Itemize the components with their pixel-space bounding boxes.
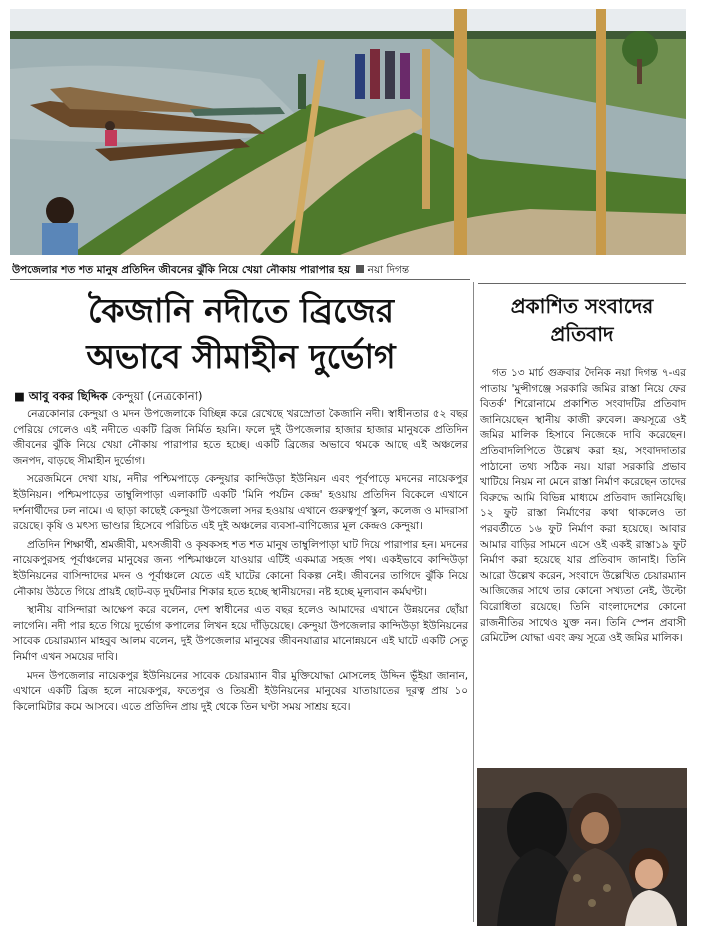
protest-photo	[477, 768, 687, 926]
sidebar-title-line-1: প্রকাশিত সংবাদের	[510, 294, 654, 318]
sidebar-rule	[478, 283, 686, 284]
article-paragraph: প্রতিদিন শিক্ষার্থী, শ্রমজীবী, মৎসজীবী ও কৃষকসহ শত শত মানুষ তাম্বুলিপাড়া ঘাট দিয়ে পারাপার হন। মদনের নায়েকপুরসহ পূর্বাঞ্চলের মানুষের জন্য পশ্চিমাঞ্চলে যাওয়ার এটিই একমাত্র সহজ পথ। একইভাবে কান্দিউড়া ইউনিয়নের বাসিন্দাদের মদন ও পূর্বাঞ্চলে যেতে এই ঘাটের কোনো বিকল্প নেই। জীবনের তাগিদে ঝুঁকি নিয়ে নৌকায় উঠতে গিয়ে প্রায়ই ছোট-বড় দুর্ঘটনার শিকার হতে হচ্ছে স্থানীয়দের। নষ্ট হচ্ছে মূল্যবান কর্মঘণ্টা।	[13, 538, 468, 598]
headline	[12, 288, 470, 380]
article-body	[13, 407, 468, 718]
byline-place: কেন্দুয়া (নেত্রকোনা)	[111, 389, 203, 403]
byline-author: আবু বকর ছিদ্দিক	[28, 389, 108, 403]
article-paragraph: নেত্রকোনার কেন্দুয়া ও মদন উপজেলাকে বিচ্ছিন্ন করে রেখেছে খরস্রোতা কৈজানি নদী। স্বাধীনতার ৫২ বছর পেরিয়ে গেলেও এই নদীতে একটি ব্রিজ নির্মিত হয়নি। ফলে দুই উপজেলার হাজার হাজার মানুষকে প্রতিদিন জীবনের ঝুঁকি নিয়ে খেয়া নৌকায় পারাপার হতে হচ্ছে। একটি ব্রিজের অভাবে থমকে আছে এই অঞ্চলের জনপদ, বাড়ছে সীমাহীন দুর্ভোগ।	[13, 408, 468, 467]
column-divider	[473, 282, 474, 922]
photo-credit: নয়া দিগন্ত	[367, 264, 410, 276]
river-crossing-photo	[10, 9, 686, 255]
article-paragraph: মদন উপজেলার নায়েকপুর ইউনিয়নের সাবেক চেয়ারম্যান বীর মুক্তিযোদ্ধা মোসলেহ উদ্দিন ভূঁইয়া জানান, এখানে একটি ব্রিজ হলে নায়েকপুর, ফতেপুর ও তিয়শ্রী ইউনিয়নের মানুষের যাতায়াতের দূরত্ব প্রায় ১০ কিলোমিটার কমে আসবে। এতে প্রতিদিন প্রায় দুই থেকে তিন ঘণ্টা সময় সাশ্রয় হবে।	[13, 669, 468, 713]
sidebar-title	[478, 292, 686, 348]
headline-line-2: অভাবে সীমাহীন দুর্ভোগ	[86, 337, 396, 376]
byline	[14, 388, 470, 407]
headline-line-1: কৈজানি নদীতে ব্রিজের	[88, 291, 394, 330]
sidebar-body	[480, 366, 686, 647]
article-paragraph: স্থানীয় বাসিন্দারা আক্ষেপ করে বলেন, দেশ স্বাধীনের এত বছর হলেও আমাদের এখানে উন্নয়নের ছোঁয়া লাগেনি। নদী পার হতে গিয়ে দুর্ভোগ কপালের লিখন হয়ে দাঁড়িয়েছে। কেন্দুয়া উপজেলার কান্দিউড়া ইউনিয়নের সাবেক চেয়ারম্যান মাহবুব আলম বলেন, দুই উপজেলার মানুষের জীবনযাত্রার মানোন্নয়নে এই ঘাটে একটি সেতু নির্মাণ এখন সময়ের দাবি।	[13, 604, 468, 663]
photo-caption-text: উপজেলার শত শত মানুষ প্রতিদিন জীবনের ঝুঁকি নিয়ে খেয়া নৌকায় পারাপার হয়	[12, 264, 351, 276]
byline-bullet-icon: ■	[14, 389, 29, 403]
sidebar-paragraph: গত ১৩ মার্চ গুক্রবার দৈনিক নয়া দিগন্ত ৭-এর পাতায় 'মুন্সীগঞ্জে সরকারি জমির রাস্তা নিয়ে ফের বিতর্ক' শিরোনামে প্রকাশিত সংবাদটির প্রতিবাদ জানিয়েছেন স্থানীয় কাজী রুবেল। ক্রয়সূত্রে ওই জমির মালিক হিসাবে নিজেকে দাবি করেছেন। প্রতিবাদলিপিতে উল্লেখ করা হয়, সংবাদদাতার পাঠানো তথ্য সঠিক নয়। যারা সরকারি প্রভাব খাটিয়ে নিয়ম না মেনে রাস্তা নির্মাণ করেছেন তাদের বিরুদ্ধে আমি বিভিন্ন মাধ্যমে প্রতিবাদ জানিয়েছি।১২ ফুট রাস্তা নির্মাণের কথা থাকলেও তা পরবর্তীতে ১৬ ফুট নির্মাণ করা হয়েছে। আবার আমার বাড়ির সামনে এসে ওই একই রাস্তা১৯ ফুট নির্মাণ করা হয়েছে যার প্রতিবাদ জানাই। তিনি আরো উল্লেখ করেন, সংবাদে উল্লেখিত চেয়ারম্যান আজিজের সাথে তার কোনো সখ্যতা নেই, উল্টো বিরোধিতা রয়েছে। তিনি বাংলাদেশের কোনো রাজনীতির সাথেও যুক্ত নন। তিনি স্পেন প্রবাসী রেমিটেন্স যোদ্ধা এবং ক্রয় সূত্রে ওই জমির মালিক।	[480, 367, 686, 645]
article-paragraph: সরেজমিনে দেখা যায়, নদীর পশ্চিমপাড়ে কেন্দুয়ার কান্দিউড়া ইউনিয়ন এবং পূর্বপাড়ে মদনের নায়েকপুর ইউনিয়ন। পশ্চিমপাড়ের তাম্বুলিপাড়া এলাকাটি একটি 'মিনি পর্যটন কেন্দ্র' হওয়ায় প্রতিদিন বিকেলে এখানে দর্শনার্থীদের ঢল নামে। এ ছাড়া কাছেই কেন্দুয়া উপজেলা সদর হওয়ায় এখানে গুরুত্বপূর্ণ স্কুল, কলেজ ও মাদরাসা রয়েছে। কৃষি ও মৎস্য ভাণ্ডার হিসেবে পরিচিত এই দুই অঞ্চলের ব্যবসা-বাণিজ্যের মূল কেন্দ্রও কেন্দুয়া।	[13, 473, 468, 533]
bullet-icon	[356, 265, 364, 273]
sidebar-title-line-2: প্রতিবাদ	[550, 322, 614, 346]
photo-caption	[12, 263, 692, 280]
top-rule	[10, 279, 470, 280]
